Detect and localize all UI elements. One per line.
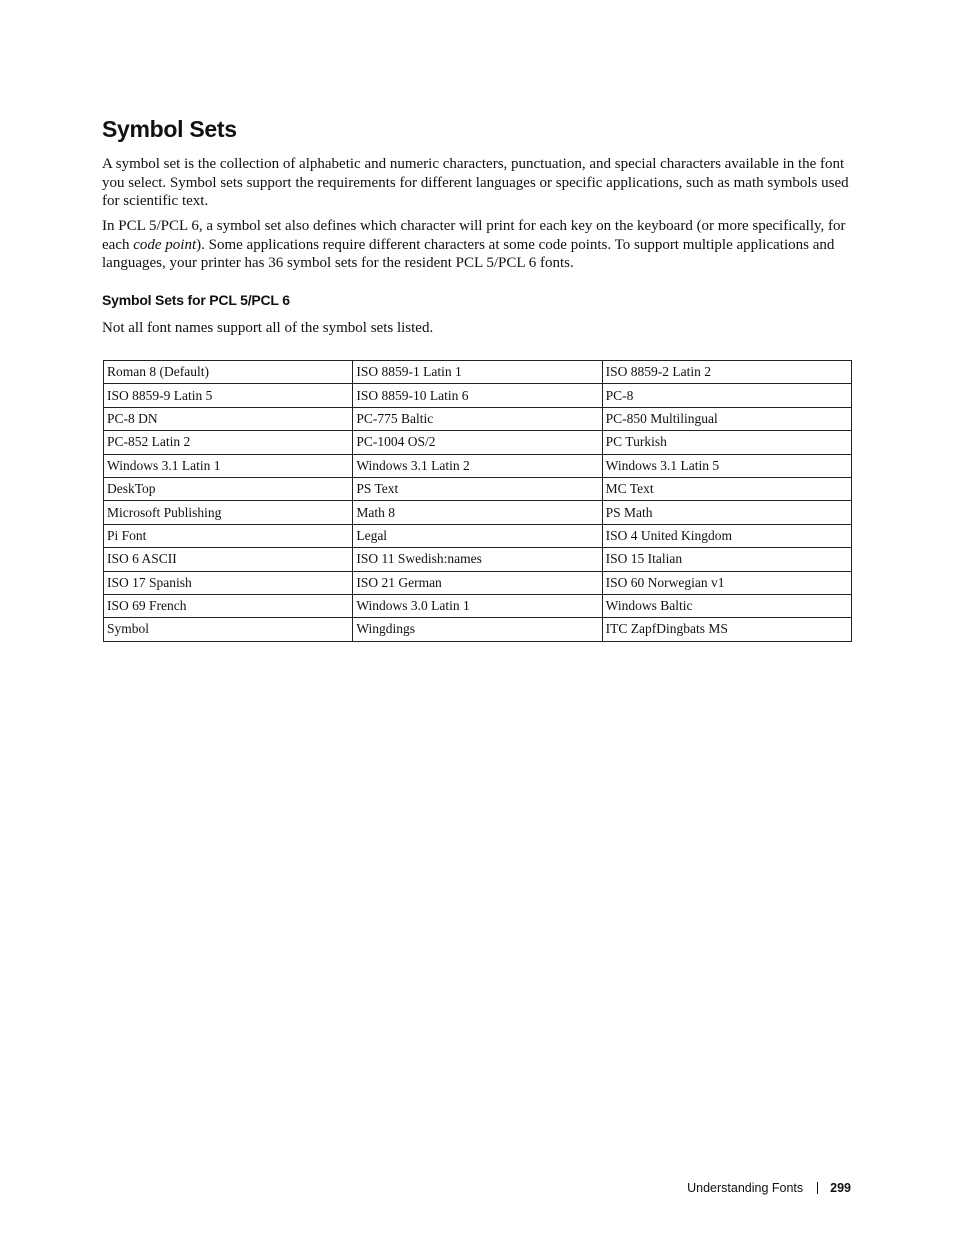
pcl-paragraph <box>102 217 854 273</box>
table-row <box>104 571 852 594</box>
table-cell: Roman 8 (Default) <box>104 361 353 384</box>
table-cell: Legal <box>353 524 602 547</box>
pcl-paragraph-text-start: In PCL 5/PCL 6, a symbol set also defines which character will print for each key on the keyboard (or more specifically, for each <box>102 218 846 253</box>
table-cell: PS Text <box>353 477 602 500</box>
table-row <box>104 548 852 571</box>
table-cell: ISO 4 United Kingdom <box>602 524 851 547</box>
table-cell: Windows Baltic <box>602 594 851 617</box>
page-footer <box>687 1181 851 1195</box>
table-cell: ISO 17 Spanish <box>104 571 353 594</box>
table-row <box>104 594 852 617</box>
table-cell: ISO 8859-1 Latin 1 <box>353 361 602 384</box>
table-cell: ITC ZapfDingbats MS <box>602 618 851 641</box>
table-cell: PC-850 Multilingual <box>602 407 851 430</box>
table-cell: Windows 3.1 Latin 2 <box>353 454 602 477</box>
code-point-term: code point <box>133 236 197 253</box>
table-cell: Wingdings <box>353 618 602 641</box>
intro-paragraph: A symbol set is the collection of alphabetic and numeric characters, punctuation, and special characters available in the font you select. Symbol sets support the requirements for different languages or specific applications, such as math symbols used for scientific text. <box>102 156 849 210</box>
table-cell: Symbol <box>104 618 353 641</box>
table-cell: PC-852 Latin 2 <box>104 431 353 454</box>
table-row <box>104 407 852 430</box>
symbol-sets-table <box>103 360 852 642</box>
table-cell: ISO 11 Swedish:names <box>353 548 602 571</box>
table-cell: ISO 6 ASCII <box>104 548 353 571</box>
table-cell: ISO 8859-9 Latin 5 <box>104 384 353 407</box>
table-cell: MC Text <box>602 477 851 500</box>
table-row <box>104 431 852 454</box>
footer-section-title: Understanding Fonts <box>687 1181 804 1195</box>
table-cell: Pi Font <box>104 524 353 547</box>
table-cell: Windows 3.0 Latin 1 <box>353 594 602 617</box>
table-row <box>104 477 852 500</box>
table-cell: Windows 3.1 Latin 1 <box>104 454 353 477</box>
page-number: 299 <box>830 1181 851 1195</box>
table-cell: ISO 69 French <box>104 594 353 617</box>
symbol-sets-table-body <box>104 361 852 642</box>
table-cell: PC-1004 OS/2 <box>353 431 602 454</box>
table-cell: Math 8 <box>353 501 602 524</box>
table-row <box>104 454 852 477</box>
table-row <box>104 618 852 641</box>
table-row <box>104 501 852 524</box>
table-cell: ISO 60 Norwegian v1 <box>602 571 851 594</box>
table-row <box>104 524 852 547</box>
pcl-paragraph-text-end: ). Some applications require different characters at some code points. To support multiple applications and languages, your printer has 36 symbol sets for the resident PCL 5/PCL 6 fonts. <box>102 236 835 272</box>
table-row <box>104 384 852 407</box>
table-cell: PC-775 Baltic <box>353 407 602 430</box>
table-cell: DeskTop <box>104 477 353 500</box>
table-row <box>104 361 852 384</box>
section-subheading: Symbol Sets for PCL 5/PCL 6 <box>102 292 290 308</box>
table-cell: ISO 8859-10 Latin 6 <box>353 384 602 407</box>
table-cell: Microsoft Publishing <box>104 501 353 524</box>
table-cell: PC Turkish <box>602 431 851 454</box>
footer-separator <box>817 1182 818 1194</box>
table-cell: ISO 8859-2 Latin 2 <box>602 361 851 384</box>
table-cell: Windows 3.1 Latin 5 <box>602 454 851 477</box>
table-cell: PC-8 DN <box>104 407 353 430</box>
table-cell: PC-8 <box>602 384 851 407</box>
page-title: Symbol Sets <box>102 116 237 142</box>
note-paragraph: Not all font names support all of the symbol sets listed. <box>102 320 434 336</box>
table-cell: ISO 21 German <box>353 571 602 594</box>
table-cell: PS Math <box>602 501 851 524</box>
table-cell: ISO 15 Italian <box>602 548 851 571</box>
